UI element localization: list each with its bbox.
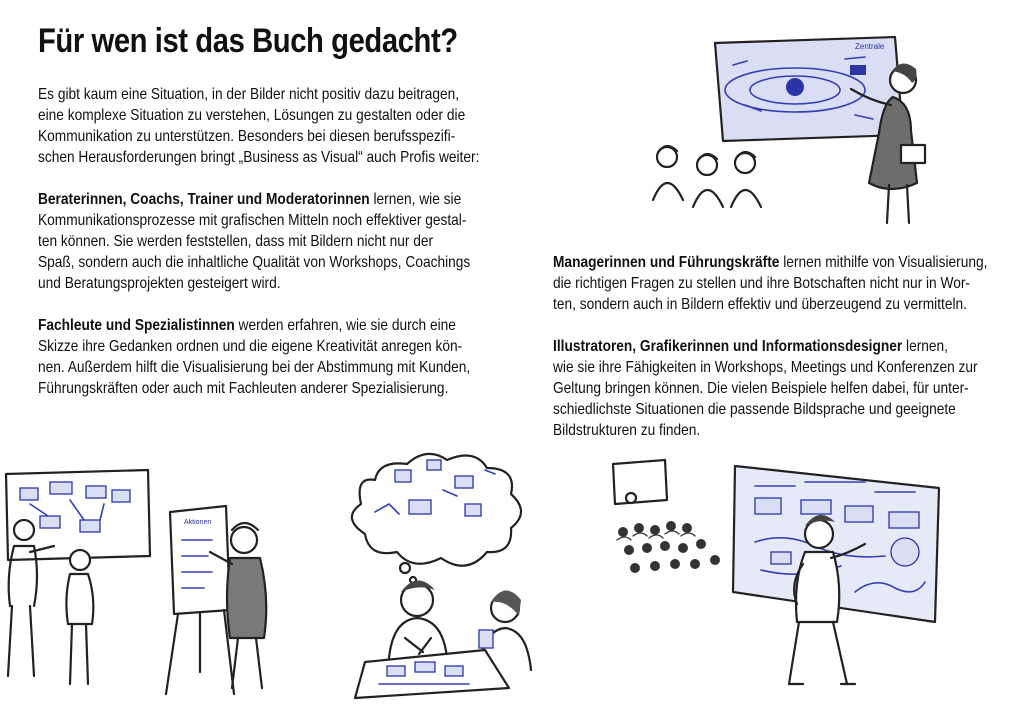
page-title: Für wen ist das Buch gedacht? — [38, 22, 458, 60]
berater-line: Kommunikationsprozesse mit grafischen Mitteln noch effektiver gestal- — [38, 212, 467, 229]
manager-paragraph — [553, 252, 987, 315]
presentation-board-icon — [715, 37, 903, 141]
flipchart-heading-text: Aktionen — [184, 519, 212, 526]
manager-heading: Managerinnen und Führungskräfte — [553, 254, 780, 271]
intro-line: schen Herausforderungen bringt „Business as Visual“ auch Profis weiter: — [38, 149, 480, 166]
audience-icon — [653, 146, 761, 207]
manager-first-line — [553, 252, 987, 273]
fachleute-line: Führungskräften oder auch mit Fachleuten anderer Spezialisierung. — [38, 380, 449, 397]
fachleute-first-line — [38, 315, 470, 336]
manager-line: ten, sondern auch in Bildern effektiv und überzeugend zu vermitteln. — [553, 296, 967, 313]
drawing-person-icon — [389, 580, 447, 658]
illustratoren-first-text: lernen, — [902, 338, 948, 355]
berater-first-line — [38, 189, 470, 210]
berater-heading: Beraterinnen, Coachs, Trainer und Moderatorinnen — [38, 191, 370, 208]
presenter-illustration — [645, 35, 945, 235]
illustratoren-line: schiedlichste Situationen die passende Bildsprache und geeignete — [553, 401, 956, 418]
fachleute-line: Skizze ihre Gedanken ordnen und die eigene Kreativität anregen kön- — [38, 338, 463, 355]
fachleute-first-text: werden erfahren, wie sie durch eine — [234, 317, 456, 334]
intro-line: eine komplexe Situation zu verstehen, Lösungen zu gestalten oder die — [38, 107, 466, 124]
berater-line: ten können. Sie werden feststellen, dass mit Bildern nicht nur der — [38, 233, 434, 250]
audience-crowd-icon — [613, 460, 720, 573]
illustratoren-first-line — [553, 336, 978, 357]
flipchart-icon — [166, 506, 234, 694]
brainstorm-illustration — [335, 440, 545, 702]
graphic-recording-illustration — [605, 452, 965, 697]
berater-first-text: lernen, wie sie — [369, 191, 462, 208]
manager-line: die richtigen Fragen zu stellen und ihre Botschaften nicht nur in Wor- — [553, 275, 970, 292]
manager-first-text: lernen mithilfe von Visualisierung, — [779, 254, 988, 271]
fachleute-paragraph — [38, 315, 470, 399]
thought-cloud-icon — [352, 454, 521, 566]
fachleute-line: nen. Außerdem hilft die Visualisierung bei der Abstimmung mit Kunden, — [38, 359, 471, 376]
fachleute-heading: Fachleute und Spezialistinnen — [38, 317, 235, 334]
intro-paragraph — [38, 84, 479, 168]
illustratoren-line: Geltung bringen können. Die vielen Beispiele helfen dabei, für unter- — [553, 380, 969, 397]
illustratoren-line: Bildstrukturen zu finden. — [553, 422, 701, 439]
illustratoren-heading: Illustratoren, Grafikerinnen und Informationsdesigner — [553, 338, 903, 355]
standing-woman-icon — [66, 550, 93, 684]
table-sheet-icon — [355, 650, 509, 698]
board-tag-text: Zentrale — [855, 42, 885, 51]
berater-line: und Beratungsprojekten gesteigert wird. — [38, 275, 281, 292]
illustratoren-line: wie sie ihre Fähigkeiten in Workshops, Meetings und Konferenzen zur — [553, 359, 978, 376]
intro-line: Es gibt kaum eine Situation, in der Bilder nicht positiv dazu beitragen, — [38, 86, 460, 103]
berater-paragraph — [38, 189, 470, 294]
flipchart-illustration — [0, 460, 290, 700]
intro-line: Kommunikation zu unterstützen. Besonders bei diesen berufsspezifi- — [38, 128, 456, 145]
illustratoren-paragraph — [553, 336, 978, 441]
berater-line: Spaß, sondern auch die inhaltliche Qualität von Workshops, Coachings — [38, 254, 471, 271]
